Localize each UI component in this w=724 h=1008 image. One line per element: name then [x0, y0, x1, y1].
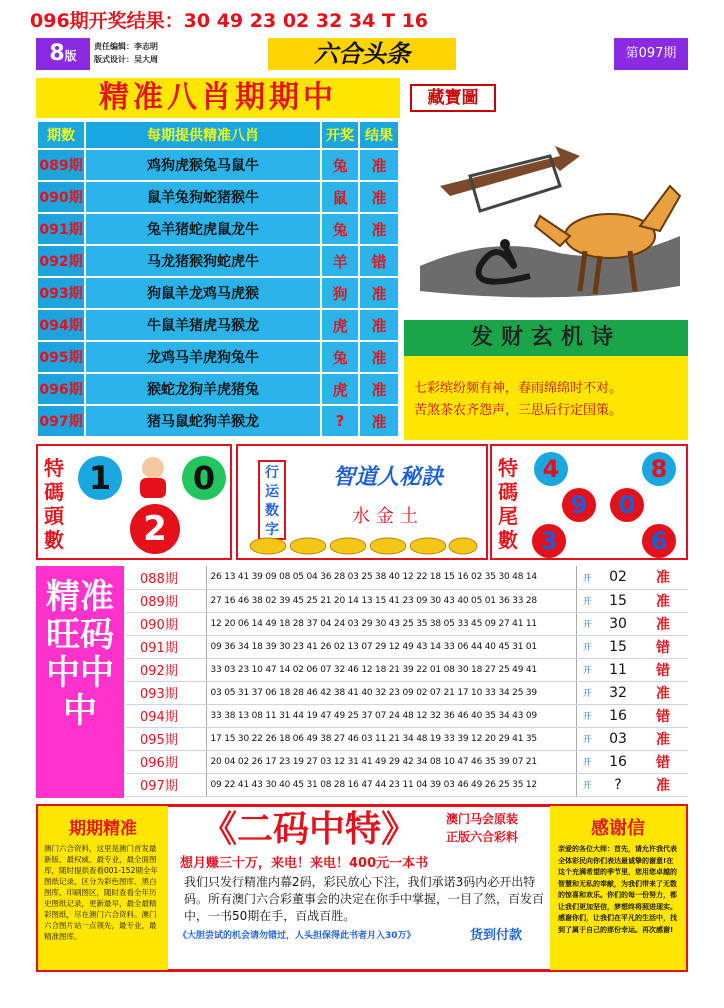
table-row — [126, 704, 688, 727]
period-cell: 088期 — [126, 566, 206, 589]
editor-line-1: 责任编辑：李志明 — [94, 42, 158, 51]
treasure-map-label: 藏寶圖 — [410, 84, 496, 112]
head-number-panel — [36, 444, 232, 560]
luck-title: 智道人秘訣 — [332, 465, 443, 490]
zodiacs-cell: 猪马鼠蛇狗羊猴龙 — [85, 405, 321, 437]
tail-number-ball-3: 9 — [562, 488, 596, 522]
zodiacs-cell: 猴蛇龙狗羊虎猪兔 — [85, 373, 321, 405]
wang-code-title: 精准旺码中中中 — [36, 566, 124, 798]
table-row — [37, 309, 399, 341]
table-row — [37, 341, 399, 373]
table-header-row — [37, 121, 399, 149]
numbers-cell: 20 04 02 26 17 23 19 27 03 12 31 41 49 29 42 34 08 10 47 46 35 39 07 21 — [206, 750, 576, 773]
period-cell: 089期 — [37, 149, 85, 181]
table-row — [37, 213, 399, 245]
promo-footer: 《大胆尝试的机会请勿错过，人头担保得此书者月入30万》 — [178, 931, 416, 941]
period-cell: 097期 — [37, 405, 85, 437]
tail-number-ball-5: 3 — [532, 524, 566, 558]
luck-panel — [236, 444, 488, 560]
kai-cell: 开 — [576, 750, 598, 773]
kai-cell: 开 — [576, 658, 598, 681]
table-row — [126, 727, 688, 750]
thanks-text: 亲爱的各位大师：首先，请允许我代表全体彩民向你们表达最诚挚的谢意!在这个充满希望的季节里，您用您卓越的智慧和无私的奉献，为我们带来了无数的惊喜和欢乐。你们的每一份努力，都让我们更加坚信，梦想终将照进现实。感谢你们，让我们在平凡的生活中，找到了属于自己的那份幸运。再次感谢! — [558, 845, 677, 934]
draw-cell: 虎 — [321, 373, 359, 405]
table-row — [37, 277, 399, 309]
tail-number-ball-1: 4 — [534, 452, 568, 486]
table-row — [37, 181, 399, 213]
kai-cell: 开 — [576, 727, 598, 750]
result-cell: 准 — [359, 373, 399, 405]
draw-cell: 羊 — [321, 245, 359, 277]
luck-elements: 水金土 — [352, 506, 424, 527]
special-cell: 15 — [598, 589, 638, 612]
tail-number-label: 特碼尾數 — [498, 456, 518, 552]
table-row — [126, 750, 688, 773]
result-cell: 错 — [638, 658, 688, 681]
zodiacs-cell: 牛鼠羊猪虎马猴龙 — [85, 309, 321, 341]
table-row — [37, 373, 399, 405]
editor-line-2: 版式设计：吴大周 — [94, 55, 158, 64]
head-number-ball-2: 0 — [182, 456, 226, 500]
macau-label — [446, 810, 546, 850]
kai-cell: 开 — [576, 589, 598, 612]
left-note-title: 期期精准 — [69, 819, 137, 839]
special-cell: 02 — [598, 566, 638, 589]
tail-number-panel — [490, 444, 688, 560]
header-zodiacs: 每期提供精准八肖 — [85, 121, 321, 149]
special-cell: 11 — [598, 658, 638, 681]
period-cell: 092期 — [37, 245, 85, 277]
editor-credits — [94, 40, 158, 66]
header-draw: 开奖 — [321, 121, 359, 149]
table-row — [37, 245, 399, 277]
result-cell: 准 — [359, 181, 399, 213]
table-row — [126, 773, 688, 796]
result-cell: 错 — [638, 750, 688, 773]
numbers-cell: 33 38 13 08 11 31 44 19 47 49 25 37 07 24 48 12 32 36 46 40 35 34 43 09 — [206, 704, 576, 727]
wang-code-table — [126, 566, 688, 797]
period-cell: 089期 — [126, 589, 206, 612]
result-cell: 准 — [638, 681, 688, 704]
table-row — [126, 658, 688, 681]
numbers-cell: 33 03 23 10 47 14 02 06 07 32 46 12 18 21 39 22 01 08 30 18 27 25 49 41 — [206, 658, 576, 681]
numbers-cell: 26 13 41 39 09 08 05 04 36 28 03 25 38 40 12 22 18 15 16 02 35 30 48 14 — [206, 566, 576, 589]
period-cell: 094期 — [126, 704, 206, 727]
zodiacs-cell: 马龙猪猴狗蛇虎牛 — [85, 245, 321, 277]
result-cell: 错 — [359, 245, 399, 277]
draw-cell: 鼠 — [321, 181, 359, 213]
tail-number-ball-4: 0 — [610, 488, 644, 522]
eight-zodiac-table — [36, 120, 400, 438]
period-cell: 093期 — [37, 277, 85, 309]
period-cell: 094期 — [37, 309, 85, 341]
period-cell: 091期 — [126, 635, 206, 658]
period-cell: 090期 — [37, 181, 85, 213]
period-cell: 096期 — [126, 750, 206, 773]
kai-cell: 开 — [576, 612, 598, 635]
special-cell: 03 — [598, 727, 638, 750]
period-cell: 096期 — [37, 373, 85, 405]
poem-line-2: 苦煞茶农齐怨声，三思后行定国策。 — [414, 403, 623, 418]
draw-cell: 兔 — [321, 213, 359, 245]
result-cell: 准 — [359, 341, 399, 373]
draw-cell: 虎 — [321, 309, 359, 341]
special-cell: 30 — [598, 612, 638, 635]
result-cell: 准 — [359, 309, 399, 341]
left-note-text: 澳门六合资料，这里是澳门首发最新版、最权威、最专业，最全面图库，随时提供查看001-152期全年图纸记录，区分为彩色图库、黑白图库、印刷图区，随时查看全年历史图纸记录，更新最早，最全最精彩图纸，尽在澳门六合资料。澳门六合图片站一点领先，最专业，最精准图库。 — [44, 844, 158, 941]
result-cell: 准 — [359, 277, 399, 309]
numbers-cell: 09 22 41 43 30 40 45 31 08 28 16 47 44 23 11 04 39 03 46 49 26 25 35 12 — [206, 773, 576, 796]
table-row — [37, 149, 399, 181]
edition-number: 8 — [49, 41, 65, 66]
numbers-cell: 17 15 30 22 26 18 06 49 38 27 46 03 11 21 34 48 19 33 39 12 20 29 41 35 — [206, 727, 576, 750]
kai-cell: 开 — [576, 773, 598, 796]
special-cell: 32 — [598, 681, 638, 704]
table-row — [126, 589, 688, 612]
period-cell: 097期 — [126, 773, 206, 796]
kai-cell: 开 — [576, 681, 598, 704]
special-cell: 16 — [598, 704, 638, 727]
numbers-cell: 27 16 46 38 02 39 45 25 21 20 14 13 15 41 23 09 30 43 40 05 01 36 33 28 — [206, 589, 576, 612]
kai-cell: 开 — [576, 635, 598, 658]
macau-line-2: 正版六合彩料 — [446, 830, 519, 844]
table-row — [126, 681, 688, 704]
kai-cell: 开 — [576, 566, 598, 589]
period-cell: 091期 — [37, 213, 85, 245]
promo-text: 我们只发行精准内幕2码，彩民放心下注，我们承诺3码内必开出特码。所有澳门六合彩董事会的决定在你手中掌握，一目了然，百发百中，一书50期在手，百战百胜。 — [184, 875, 545, 923]
promo-slogan: 想月赚三十万，来电！来电！400元一本书 — [180, 856, 429, 871]
draw-result-line: 096期开奖结果：30 49 23 02 32 34 T 16 — [30, 10, 429, 32]
draw-cell: ? — [321, 405, 359, 437]
zodiacs-cell: 狗鼠羊龙鸡马虎猴 — [85, 277, 321, 309]
kid-figure-icon — [128, 454, 178, 500]
table-row — [126, 635, 688, 658]
thanks-letter-panel — [550, 806, 686, 970]
head-number-ball-3: 2 — [130, 504, 180, 554]
zodiacs-cell: 鼠羊兔狗蛇猪猴牛 — [85, 181, 321, 213]
special-cell: 15 — [598, 635, 638, 658]
result-cell: 准 — [638, 612, 688, 635]
result-cell: 准 — [638, 566, 688, 589]
poem-line-1: 七彩缤纷频有神，春雨绵绵时不对。 — [414, 381, 623, 396]
horse-snake-icon — [410, 116, 688, 316]
gold-ingots-icon — [248, 532, 478, 556]
period-cell: 093期 — [126, 681, 206, 704]
eight-zodiac-title: 精准八肖期期中 — [36, 78, 400, 118]
draw-cell: 狗 — [321, 277, 359, 309]
result-cell: 准 — [638, 727, 688, 750]
zodiacs-cell: 龙鸡马羊虎狗兔牛 — [85, 341, 321, 373]
numbers-cell: 12 20 06 14 49 18 28 37 04 24 03 29 30 43 25 35 38 05 33 45 09 27 41 11 — [206, 612, 576, 635]
period-cell: 090期 — [126, 612, 206, 635]
result-cell: 准 — [359, 213, 399, 245]
period-cell: 095期 — [126, 727, 206, 750]
treasure-illustration — [410, 116, 688, 316]
two-code-title: 《二码中特》 — [174, 810, 444, 850]
table-row — [126, 612, 688, 635]
tail-number-ball-6: 6 — [642, 524, 676, 558]
zodiacs-cell: 兔羊猪蛇虎鼠龙牛 — [85, 213, 321, 245]
macau-line-1: 澳门马会原装 — [446, 812, 519, 826]
poem-title: 发财玄机诗 — [404, 320, 688, 356]
draw-cell: 兔 — [321, 149, 359, 181]
result-cell: 错 — [638, 635, 688, 658]
issue-number: 第097期 — [614, 38, 688, 70]
tail-number-ball-2: 8 — [642, 452, 676, 486]
head-number-ball-1: 1 — [78, 456, 122, 500]
period-cell: 092期 — [126, 658, 206, 681]
numbers-cell: 03 05 31 37 06 18 28 46 42 38 41 40 32 23 09 02 07 21 17 10 33 34 25 39 — [206, 681, 576, 704]
header-result: 结果 — [359, 121, 399, 149]
header-period: 期数 — [37, 121, 85, 149]
result-cell: 准 — [638, 773, 688, 796]
thanks-title: 感谢信 — [591, 818, 645, 839]
edition-badge — [36, 38, 90, 70]
luck-vertical-label: 行运数字 — [258, 460, 286, 540]
edition-suffix: 版 — [64, 49, 77, 63]
result-cell: 准 — [638, 589, 688, 612]
result-cell: 错 — [638, 704, 688, 727]
period-cell: 095期 — [37, 341, 85, 373]
draw-cell: 兔 — [321, 341, 359, 373]
kai-cell: 开 — [576, 704, 598, 727]
table-row — [37, 405, 399, 437]
cash-on-delivery-label: 货到付款 — [470, 928, 523, 943]
paper-title: 六合头条 — [268, 38, 456, 70]
special-cell: 16 — [598, 750, 638, 773]
left-note-panel — [38, 806, 168, 970]
table-row — [126, 566, 688, 589]
result-cell: 准 — [359, 149, 399, 181]
poem-body — [404, 356, 688, 440]
zodiacs-cell: 鸡狗虎猴兔马鼠牛 — [85, 149, 321, 181]
numbers-cell: 09 36 34 18 39 30 23 41 26 02 13 07 29 12 49 43 14 33 06 44 40 45 31 01 — [206, 635, 576, 658]
result-cell: 准 — [359, 405, 399, 437]
head-number-label: 特碼頭數 — [44, 456, 64, 552]
special-cell: ? — [598, 773, 638, 796]
